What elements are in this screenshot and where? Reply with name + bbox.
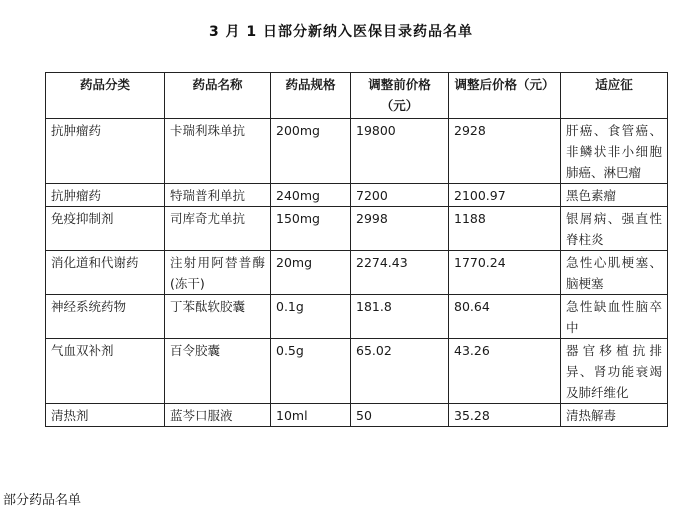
header-category: 药品分类 bbox=[46, 73, 165, 119]
cell-spec: 10ml bbox=[271, 404, 351, 427]
cell-spec: 0.1g bbox=[271, 295, 351, 339]
cell-category: 气血双补剂 bbox=[46, 339, 165, 404]
cell-price-before: 50 bbox=[351, 404, 449, 427]
header-price-before: 调整前价格（元） bbox=[351, 73, 449, 119]
cell-price-before: 7200 bbox=[351, 184, 449, 207]
cell-indication: 急性心肌梗塞、脑梗塞 bbox=[561, 251, 668, 295]
cell-indication: 银屑病、强直性脊柱炎 bbox=[561, 207, 668, 251]
cell-price-after: 2100.97 bbox=[449, 184, 561, 207]
cell-price-before: 181.8 bbox=[351, 295, 449, 339]
cell-price-after: 80.64 bbox=[449, 295, 561, 339]
cell-price-before: 2274.43 bbox=[351, 251, 449, 295]
cell-price-after: 43.26 bbox=[449, 339, 561, 404]
cell-drug-name: 百令胶囊 bbox=[165, 339, 271, 404]
cell-price-after: 1770.24 bbox=[449, 251, 561, 295]
cell-spec: 0.5g bbox=[271, 339, 351, 404]
cell-indication: 黑色素瘤 bbox=[561, 184, 668, 207]
cell-indication: 器官移植抗排异、肾功能衰竭及肺纤维化 bbox=[561, 339, 668, 404]
cell-drug-name: 特瑞普利单抗 bbox=[165, 184, 271, 207]
cell-price-after: 1188 bbox=[449, 207, 561, 251]
cell-category: 抗肿瘤药 bbox=[46, 184, 165, 207]
cell-category: 消化道和代谢药 bbox=[46, 251, 165, 295]
cell-price-before: 65.02 bbox=[351, 339, 449, 404]
cell-spec: 20mg bbox=[271, 251, 351, 295]
table-header-row bbox=[46, 73, 668, 119]
drug-list-table bbox=[45, 72, 668, 427]
cell-spec: 240mg bbox=[271, 184, 351, 207]
cell-drug-name: 卡瑞利珠单抗 bbox=[165, 119, 271, 184]
header-spec: 药品规格 bbox=[271, 73, 351, 119]
cell-category: 抗肿瘤药 bbox=[46, 119, 165, 184]
table-row bbox=[46, 404, 668, 427]
image-caption: 部分药品名单 bbox=[3, 493, 82, 508]
cell-spec: 200mg bbox=[271, 119, 351, 184]
cell-drug-name: 蓝芩口服液 bbox=[165, 404, 271, 427]
table-row bbox=[46, 295, 668, 339]
table-row bbox=[46, 184, 668, 207]
cell-drug-name: 司库奇尤单抗 bbox=[165, 207, 271, 251]
cell-indication: 肝癌、食管癌、非鳞状非小细胞肺癌、淋巴瘤 bbox=[561, 119, 668, 184]
table-row bbox=[46, 339, 668, 404]
cell-category: 神经系统药物 bbox=[46, 295, 165, 339]
cell-indication: 急性缺血性脑卒中 bbox=[561, 295, 668, 339]
cell-price-before: 19800 bbox=[351, 119, 449, 184]
cell-price-before: 2998 bbox=[351, 207, 449, 251]
cell-spec: 150mg bbox=[271, 207, 351, 251]
table-row bbox=[46, 207, 668, 251]
table-row bbox=[46, 251, 668, 295]
header-price-after: 调整后价格（元） bbox=[449, 73, 561, 119]
cell-drug-name: 注射用阿替普酶(冻干) bbox=[165, 251, 271, 295]
cell-indication: 清热解毒 bbox=[561, 404, 668, 427]
cell-price-after: 2928 bbox=[449, 119, 561, 184]
cell-drug-name: 丁苯酞软胶囊 bbox=[165, 295, 271, 339]
cell-category: 免疫抑制剂 bbox=[46, 207, 165, 251]
cell-price-after: 35.28 bbox=[449, 404, 561, 427]
header-indication: 适应征 bbox=[561, 73, 668, 119]
table-row bbox=[46, 119, 668, 184]
page-title: 3 月 1 日部分新纳入医保目录药品名单 bbox=[208, 24, 474, 40]
cell-category: 清热剂 bbox=[46, 404, 165, 427]
header-drug-name: 药品名称 bbox=[165, 73, 271, 119]
